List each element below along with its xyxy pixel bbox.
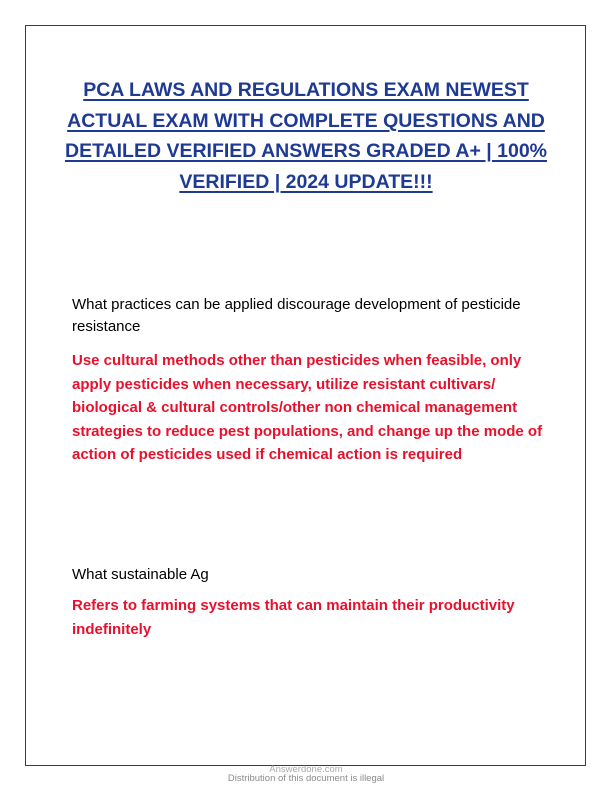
document-title: PCA LAWS AND REGULATIONS EXAM NEWEST ACTUAL EXAM WITH COMPLETE QUESTIONS AND DETAILED VERIFIED ANSWERS GRADED A+ | 100% VERIFIED | 2024 UPDATE!!! xyxy=(64,79,547,193)
answer-2: Refers to farming systems that can maintain their productivity indefinitely xyxy=(72,597,515,638)
footer-site-watermark: Answerdone.com xyxy=(269,764,343,775)
question-1: What practices can be applied discourage development of pesticide resistance xyxy=(72,296,521,335)
footer-distribution-notice: Distribution of this document is illegal xyxy=(227,773,385,784)
answer-1: Use cultural methods other than pesticides when feasible, only apply pesticides when necessary, utilize resistant cultivars/ biological & cultural controls/other non chemical management strategies to reduce pest populations, and change up the mode of action of pesticides used if chemical action is required xyxy=(72,352,543,464)
question-2: What sustainable Ag xyxy=(72,566,209,583)
